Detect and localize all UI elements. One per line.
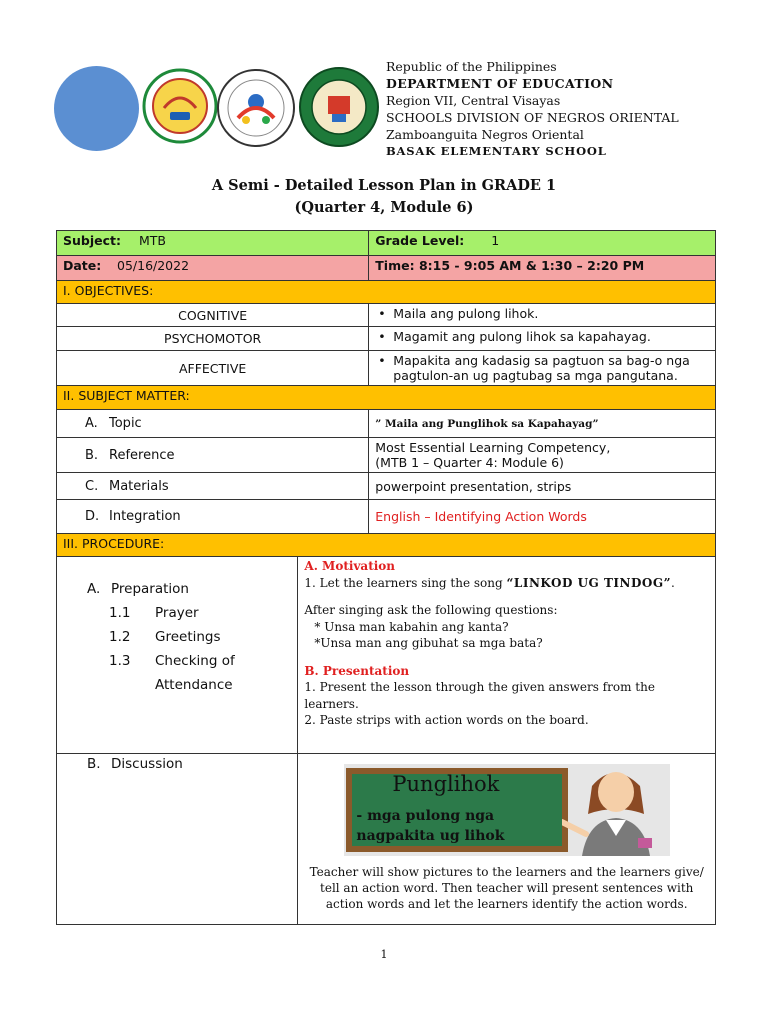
discussion-text: Teacher will show pictures to the learners and the learners give/ tell an action word. Then teacher will present sentences with action words and let the learners identify the action words.: [309, 865, 704, 911]
preparation-label: A. Preparation: [87, 581, 189, 597]
punglihok-illustration: [344, 764, 670, 856]
preparation-details: [298, 557, 716, 754]
municipality-line: Zamboanguita Negros Oriental: [386, 127, 584, 142]
step-attendance-cont: Attendance: [155, 677, 233, 693]
reference-label: B. Reference: [57, 438, 369, 473]
title-line-2: (Quarter 4, Module 6): [294, 199, 474, 216]
lesson-plan-title: [0, 175, 768, 219]
date-value: 05/16/2022: [117, 258, 190, 273]
subject-value: MTB: [139, 233, 166, 248]
presentation-step-1: 1. Present the lesson through the given answers from the learners.: [304, 680, 655, 711]
school-name: BASAK ELEMENTARY SCHOOL: [386, 144, 607, 158]
affective-objective: • Mapakita ang kadasig sa pagtuon sa bag-o nga pagtulon-an ug pagtubag sa mga pangutana.: [369, 351, 716, 386]
objectives-heading: I. OBJECTIVES:: [57, 281, 716, 304]
basak-school-seal-icon: [298, 66, 380, 148]
deped-seal-icon: [216, 68, 296, 148]
date-row: [57, 256, 716, 281]
reference-value: Most Essential Learning Competency, (MTB 1 – Quarter 4: Module 6): [369, 438, 716, 473]
objectives-heading-row: [57, 281, 716, 304]
time-cell: Time: 8:15 - 9:05 AM & 1:30 – 2:20 PM: [369, 256, 716, 281]
materials-value: powerpoint presentation, strips: [369, 473, 716, 500]
grade-level-cell: [369, 231, 716, 256]
board-subtitle: - mga pulong nga nagpakita ug lihok: [356, 808, 505, 844]
psychomotor-row: [57, 327, 716, 351]
topic-value: ” Maila ang Punglihok sa Kapahayag”: [369, 410, 716, 438]
psychomotor-objective: • Magamit ang pulong lihok sa kapahayag.: [369, 327, 716, 351]
integration-label: D. Integration: [57, 500, 369, 534]
motivation-heading: A. Motivation: [304, 559, 396, 573]
title-line-1: A Semi - Detailed Lesson Plan in GRADE 1: [211, 177, 557, 194]
letterhead: [386, 58, 679, 160]
teacher-icon: [562, 764, 666, 856]
grade-level-key: Grade Level:: [375, 233, 465, 248]
discussion-details: [298, 754, 716, 925]
affective-row: [57, 351, 716, 386]
page-number: 1: [380, 948, 388, 961]
cognitive-row: [57, 304, 716, 327]
preparation-steps: [57, 557, 298, 754]
grade-level-value: 1: [491, 233, 500, 248]
question-1: * Unsa man kabahin ang kanta?: [314, 619, 509, 634]
discussion-row: [57, 754, 716, 925]
step-prayer: 1.1 Prayer: [109, 605, 199, 621]
integration-value: English – Identifying Action Words: [369, 500, 716, 534]
motivation-step-1: 1. Let the learners sing the song “LINKOD UG TINDOG”.: [304, 575, 675, 590]
step-checking-attendance: 1.3 Checking of: [109, 653, 235, 669]
materials-label: C. Materials: [57, 473, 369, 500]
after-singing-text: After singing ask the following questions:: [304, 603, 558, 617]
subject-matter-heading-row: [57, 386, 716, 410]
presentation-step-2: 2. Paste strips with action words on the board.: [304, 713, 589, 727]
psychomotor-label: PSYCHOMOTOR: [57, 327, 369, 351]
cognitive-label: COGNITIVE: [57, 304, 369, 327]
presentation-heading: B. Presentation: [304, 663, 410, 678]
integration-row: [57, 500, 716, 534]
chalkboard: [346, 768, 568, 852]
subject-cell: [57, 231, 369, 256]
deped-line: DEPARTMENT OF EDUCATION: [386, 76, 614, 91]
topic-label: A. Topic: [57, 410, 369, 438]
preparation-row: [57, 557, 716, 754]
board-title: Punglihok: [392, 772, 500, 796]
date-key: Date:: [63, 258, 102, 273]
division-line: SCHOOLS DIVISION OF NEGROS ORIENTAL: [386, 110, 679, 125]
subject-row: [57, 231, 716, 256]
region-vii-seal-icon: [142, 68, 218, 144]
republic-line: Republic of the Philippines: [386, 59, 557, 74]
subject-key: Subject:: [63, 233, 121, 248]
discussion-label: B. Discussion: [57, 754, 298, 925]
question-2: *Unsa man ang gibuhat sa mga bata?: [314, 636, 543, 650]
materials-row: [57, 473, 716, 500]
reference-row: [57, 438, 716, 473]
cognitive-objective: • Maila ang pulong lihok.: [369, 304, 716, 327]
topic-row: [57, 410, 716, 438]
procedure-heading-row: [57, 534, 716, 557]
blue-circle-logo: [54, 66, 139, 151]
date-cell: [57, 256, 369, 281]
subject-matter-heading: II. SUBJECT MATTER:: [57, 386, 716, 410]
region-line: Region VII, Central Visayas: [386, 93, 561, 108]
lesson-plan-table: [56, 230, 716, 925]
procedure-heading: III. PROCEDURE:: [57, 534, 716, 557]
affective-label: AFFECTIVE: [57, 351, 369, 386]
step-greetings: 1.2 Greetings: [109, 629, 221, 645]
